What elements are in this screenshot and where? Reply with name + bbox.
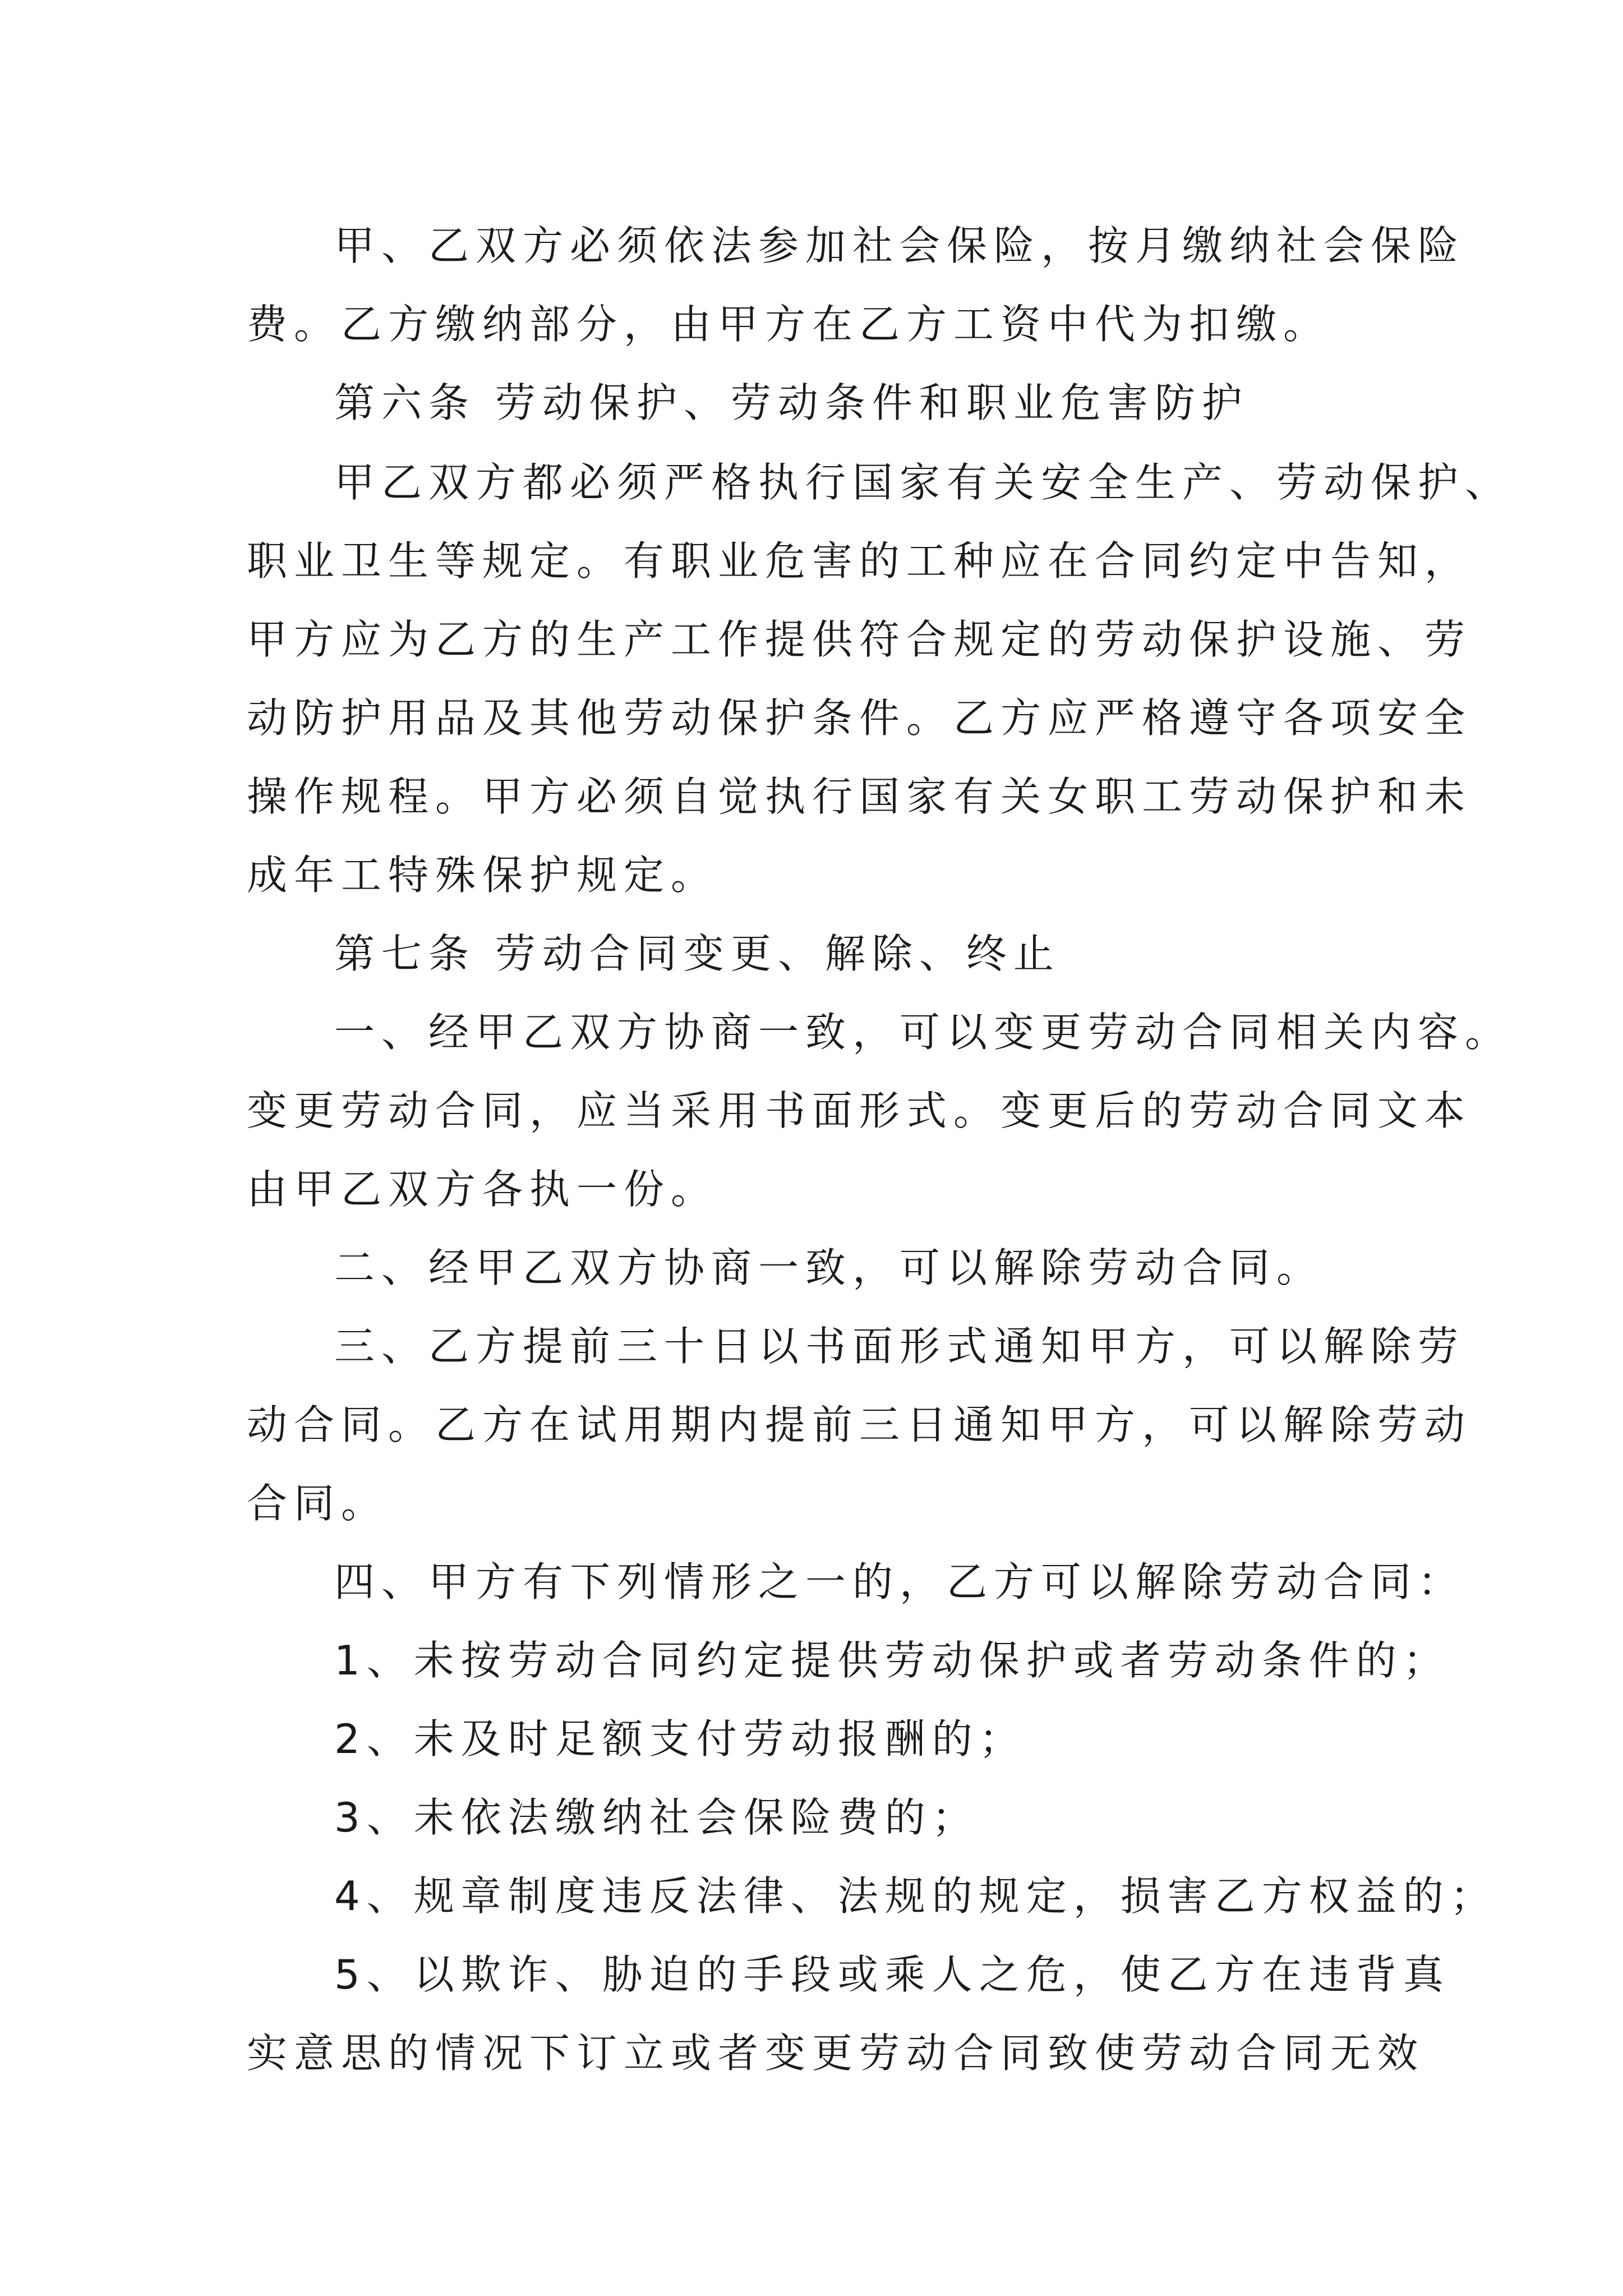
- clause-1-line-1: 一、经甲乙双方协商一致，可以变更劳动合同相关内容。: [334, 1009, 1513, 1056]
- list-item-2: 2、未及时足额支付劳动报酬的；: [334, 1715, 1026, 1763]
- list-item-4: 4、规章制度违反法律、法规的规定，损害乙方权益的；: [334, 1872, 1497, 1920]
- clause-2-line-1: 二、经甲乙双方协商一致，可以解除劳动合同。: [334, 1244, 1324, 1291]
- article-6-body-line-5: 操作规程。甲方必须自觉执行国家有关女职工劳动保护和未: [247, 773, 1472, 820]
- clause-3-line-3: 合同。: [247, 1480, 389, 1527]
- clause-4-line-1: 四、甲方有下列情形之一的，乙方可以解除劳动合同：: [334, 1558, 1465, 1605]
- article-6-body-line-1: 甲乙双方都必须严格执行国家有关安全生产、劳动保护、: [334, 459, 1513, 506]
- clause-1-line-2: 变更劳动合同，应当采用书面形式。变更后的劳动合同文本: [247, 1087, 1472, 1134]
- clause-3-line-1: 三、乙方提前三十日以书面形式通知甲方，可以解除劳: [334, 1323, 1465, 1370]
- list-item-3: 3、未依法缴纳社会保险费的；: [334, 1794, 979, 1841]
- article-6-heading: 第六条 劳动保护、劳动条件和职业危害防护: [334, 379, 1249, 426]
- clause-1-line-3: 由甲乙双方各执一份。: [247, 1166, 718, 1213]
- article-6-body-line-2: 职业卫生等规定。有职业危害的工种应在合同约定中告知，: [247, 537, 1472, 585]
- article-6-body-line-4: 动防护用品及其他劳动保护条件。乙方应严格遵守各项安全: [247, 694, 1472, 742]
- article-6-body-line-6: 成年工特殊保护规定。: [247, 852, 718, 899]
- paragraph-social-insurance-line-2: 费。乙方缴纳部分，由甲方在乙方工资中代为扣缴。: [247, 301, 1331, 348]
- article-6-body-line-3: 甲方应为乙方的生产工作提供符合规定的劳动保护设施、劳: [247, 616, 1472, 663]
- list-item-5-line-1: 5、以欺诈、胁迫的手段或乘人之危，使乙方在违背真: [334, 1951, 1450, 1998]
- paragraph-social-insurance-line-1: 甲、乙双方必须依法参加社会保险，按月缴纳社会保险: [334, 222, 1465, 269]
- clause-3-line-2: 动合同。乙方在试用期内提前三日通知甲方，可以解除劳动: [247, 1401, 1472, 1448]
- list-item-5-line-2: 实意思的情况下订立或者变更劳动合同致使劳动合同无效: [247, 2030, 1425, 2077]
- list-item-1: 1、未按劳动合同约定提供劳动保护或者劳动条件的；: [334, 1637, 1450, 1684]
- article-7-heading: 第七条 劳动合同变更、解除、终止: [334, 930, 1061, 977]
